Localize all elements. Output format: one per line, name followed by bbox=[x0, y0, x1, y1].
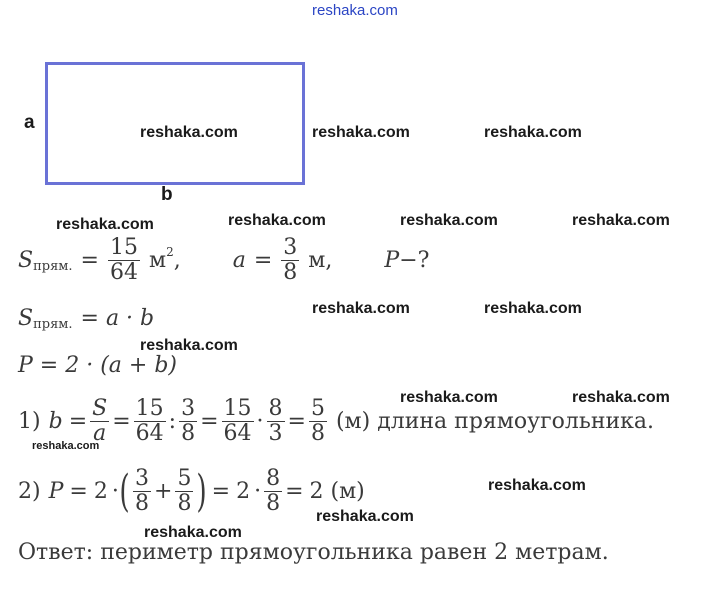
fraction-denominator: 8 bbox=[181, 421, 196, 447]
equals-sign: = bbox=[68, 409, 88, 435]
right-paren: ) bbox=[196, 465, 208, 517]
number-two: 2 bbox=[236, 479, 251, 505]
fraction bbox=[264, 467, 282, 516]
area-unit-exponent: 2 bbox=[166, 244, 174, 259]
watermark: reshaka.com bbox=[312, 124, 410, 141]
watermark: reshaka.com bbox=[484, 300, 582, 317]
watermark: reshaka.com bbox=[488, 477, 586, 494]
area-subscript: прям. bbox=[33, 317, 73, 332]
side-a-label: a bbox=[24, 112, 35, 133]
fraction bbox=[309, 397, 327, 446]
fraction-numerator: 8 bbox=[266, 466, 281, 491]
side-a-fraction bbox=[281, 236, 299, 285]
s-over-a-fraction bbox=[90, 397, 109, 446]
watermark: reshaka.com bbox=[140, 124, 238, 141]
fraction-denominator: 64 bbox=[135, 421, 164, 447]
given-line bbox=[18, 236, 429, 285]
watermark: reshaka.com bbox=[572, 212, 670, 229]
answer-text: Ответ: периметр прямоугольника равен 2 метрам. bbox=[18, 540, 609, 565]
equals-sign: = bbox=[112, 409, 131, 435]
step-label: 1) bbox=[18, 409, 41, 435]
watermark: reshaka.com bbox=[32, 440, 100, 452]
watermark: reshaka.com bbox=[228, 212, 326, 229]
fraction-numerator: S bbox=[92, 396, 108, 421]
fraction-numerator: 15 bbox=[109, 235, 138, 260]
watermark: reshaka.com bbox=[140, 337, 238, 354]
multiply-dot: · bbox=[256, 409, 264, 435]
perimeter-symbol: P bbox=[384, 248, 400, 274]
fraction-denominator: 3 bbox=[268, 421, 283, 447]
fraction-numerator: 15 bbox=[135, 396, 164, 421]
watermark: reshaka.com bbox=[56, 216, 154, 233]
watermark-top[interactable]: reshaka.com bbox=[312, 2, 398, 19]
fraction bbox=[222, 397, 254, 446]
watermark: reshaka.com bbox=[400, 389, 498, 406]
fraction-numerator: 3 bbox=[135, 466, 150, 491]
rectangle-figure bbox=[45, 62, 305, 185]
side-a-unit: м, bbox=[308, 248, 333, 274]
multiply-dot: · bbox=[111, 479, 119, 505]
side-b-label: b bbox=[161, 184, 173, 205]
step-2-result: 2 (м) bbox=[309, 479, 365, 505]
area-unit: м bbox=[148, 248, 167, 274]
step-1 bbox=[18, 397, 654, 446]
multiply-dot: · bbox=[254, 479, 262, 505]
watermark: reshaka.com bbox=[572, 389, 670, 406]
watermark: reshaka.com bbox=[400, 212, 498, 229]
plus-sign: + bbox=[154, 479, 173, 505]
area-symbol: S bbox=[18, 306, 34, 331]
perimeter-symbol: P bbox=[48, 479, 64, 505]
fraction-numerator: 5 bbox=[177, 466, 192, 491]
fraction-denominator: 8 bbox=[135, 491, 150, 517]
fraction-numerator: 5 bbox=[310, 396, 325, 421]
number-two: 2 bbox=[93, 479, 108, 505]
equals-sign: = bbox=[253, 248, 273, 274]
watermark: reshaka.com bbox=[484, 124, 582, 141]
equals-sign: = bbox=[211, 479, 231, 505]
step-2 bbox=[18, 467, 365, 516]
fraction-denominator: 8 bbox=[310, 421, 325, 447]
fraction-numerator: 15 bbox=[223, 396, 252, 421]
watermark: reshaka.com bbox=[312, 300, 410, 317]
fraction-denominator: a bbox=[93, 421, 107, 447]
step-label: 2) bbox=[18, 479, 41, 505]
fraction bbox=[133, 467, 151, 516]
fraction-numerator: 3 bbox=[181, 396, 196, 421]
area-formula-rhs: = a · b bbox=[80, 306, 155, 331]
equals-sign: = bbox=[287, 409, 306, 435]
fraction-denominator: 8 bbox=[266, 491, 281, 517]
perimeter-formula: P = 2 · (a + b) bbox=[18, 353, 177, 378]
side-a-symbol: a bbox=[232, 248, 246, 274]
fraction bbox=[267, 397, 285, 446]
watermark: reshaka.com bbox=[144, 524, 242, 541]
side-b-symbol: b bbox=[48, 409, 63, 435]
equals-sign: = bbox=[80, 248, 99, 274]
area-subscript: прям. bbox=[33, 259, 73, 275]
fraction bbox=[179, 397, 197, 446]
equals-sign: = bbox=[285, 479, 304, 505]
question-mark: −? bbox=[399, 248, 430, 274]
fraction-denominator: 64 bbox=[223, 421, 252, 447]
area-formula bbox=[18, 306, 154, 331]
watermark: reshaka.com bbox=[316, 508, 414, 525]
fraction-denominator: 64 bbox=[109, 260, 138, 286]
comma: , bbox=[173, 248, 181, 274]
fraction bbox=[134, 397, 166, 446]
fraction bbox=[175, 467, 193, 516]
step-1-result-text: (м) длина прямоугольника. bbox=[335, 409, 655, 435]
left-paren: ( bbox=[119, 465, 130, 517]
fraction-denominator: 8 bbox=[177, 491, 192, 517]
colon-sign: : bbox=[168, 409, 177, 435]
equals-sign: = bbox=[200, 409, 219, 435]
fraction-numerator: 3 bbox=[283, 235, 298, 260]
fraction-numerator: 8 bbox=[268, 396, 283, 421]
fraction-denominator: 8 bbox=[283, 260, 298, 286]
area-fraction bbox=[108, 236, 140, 285]
equals-sign: = bbox=[69, 479, 88, 505]
area-symbol: S bbox=[18, 248, 34, 274]
